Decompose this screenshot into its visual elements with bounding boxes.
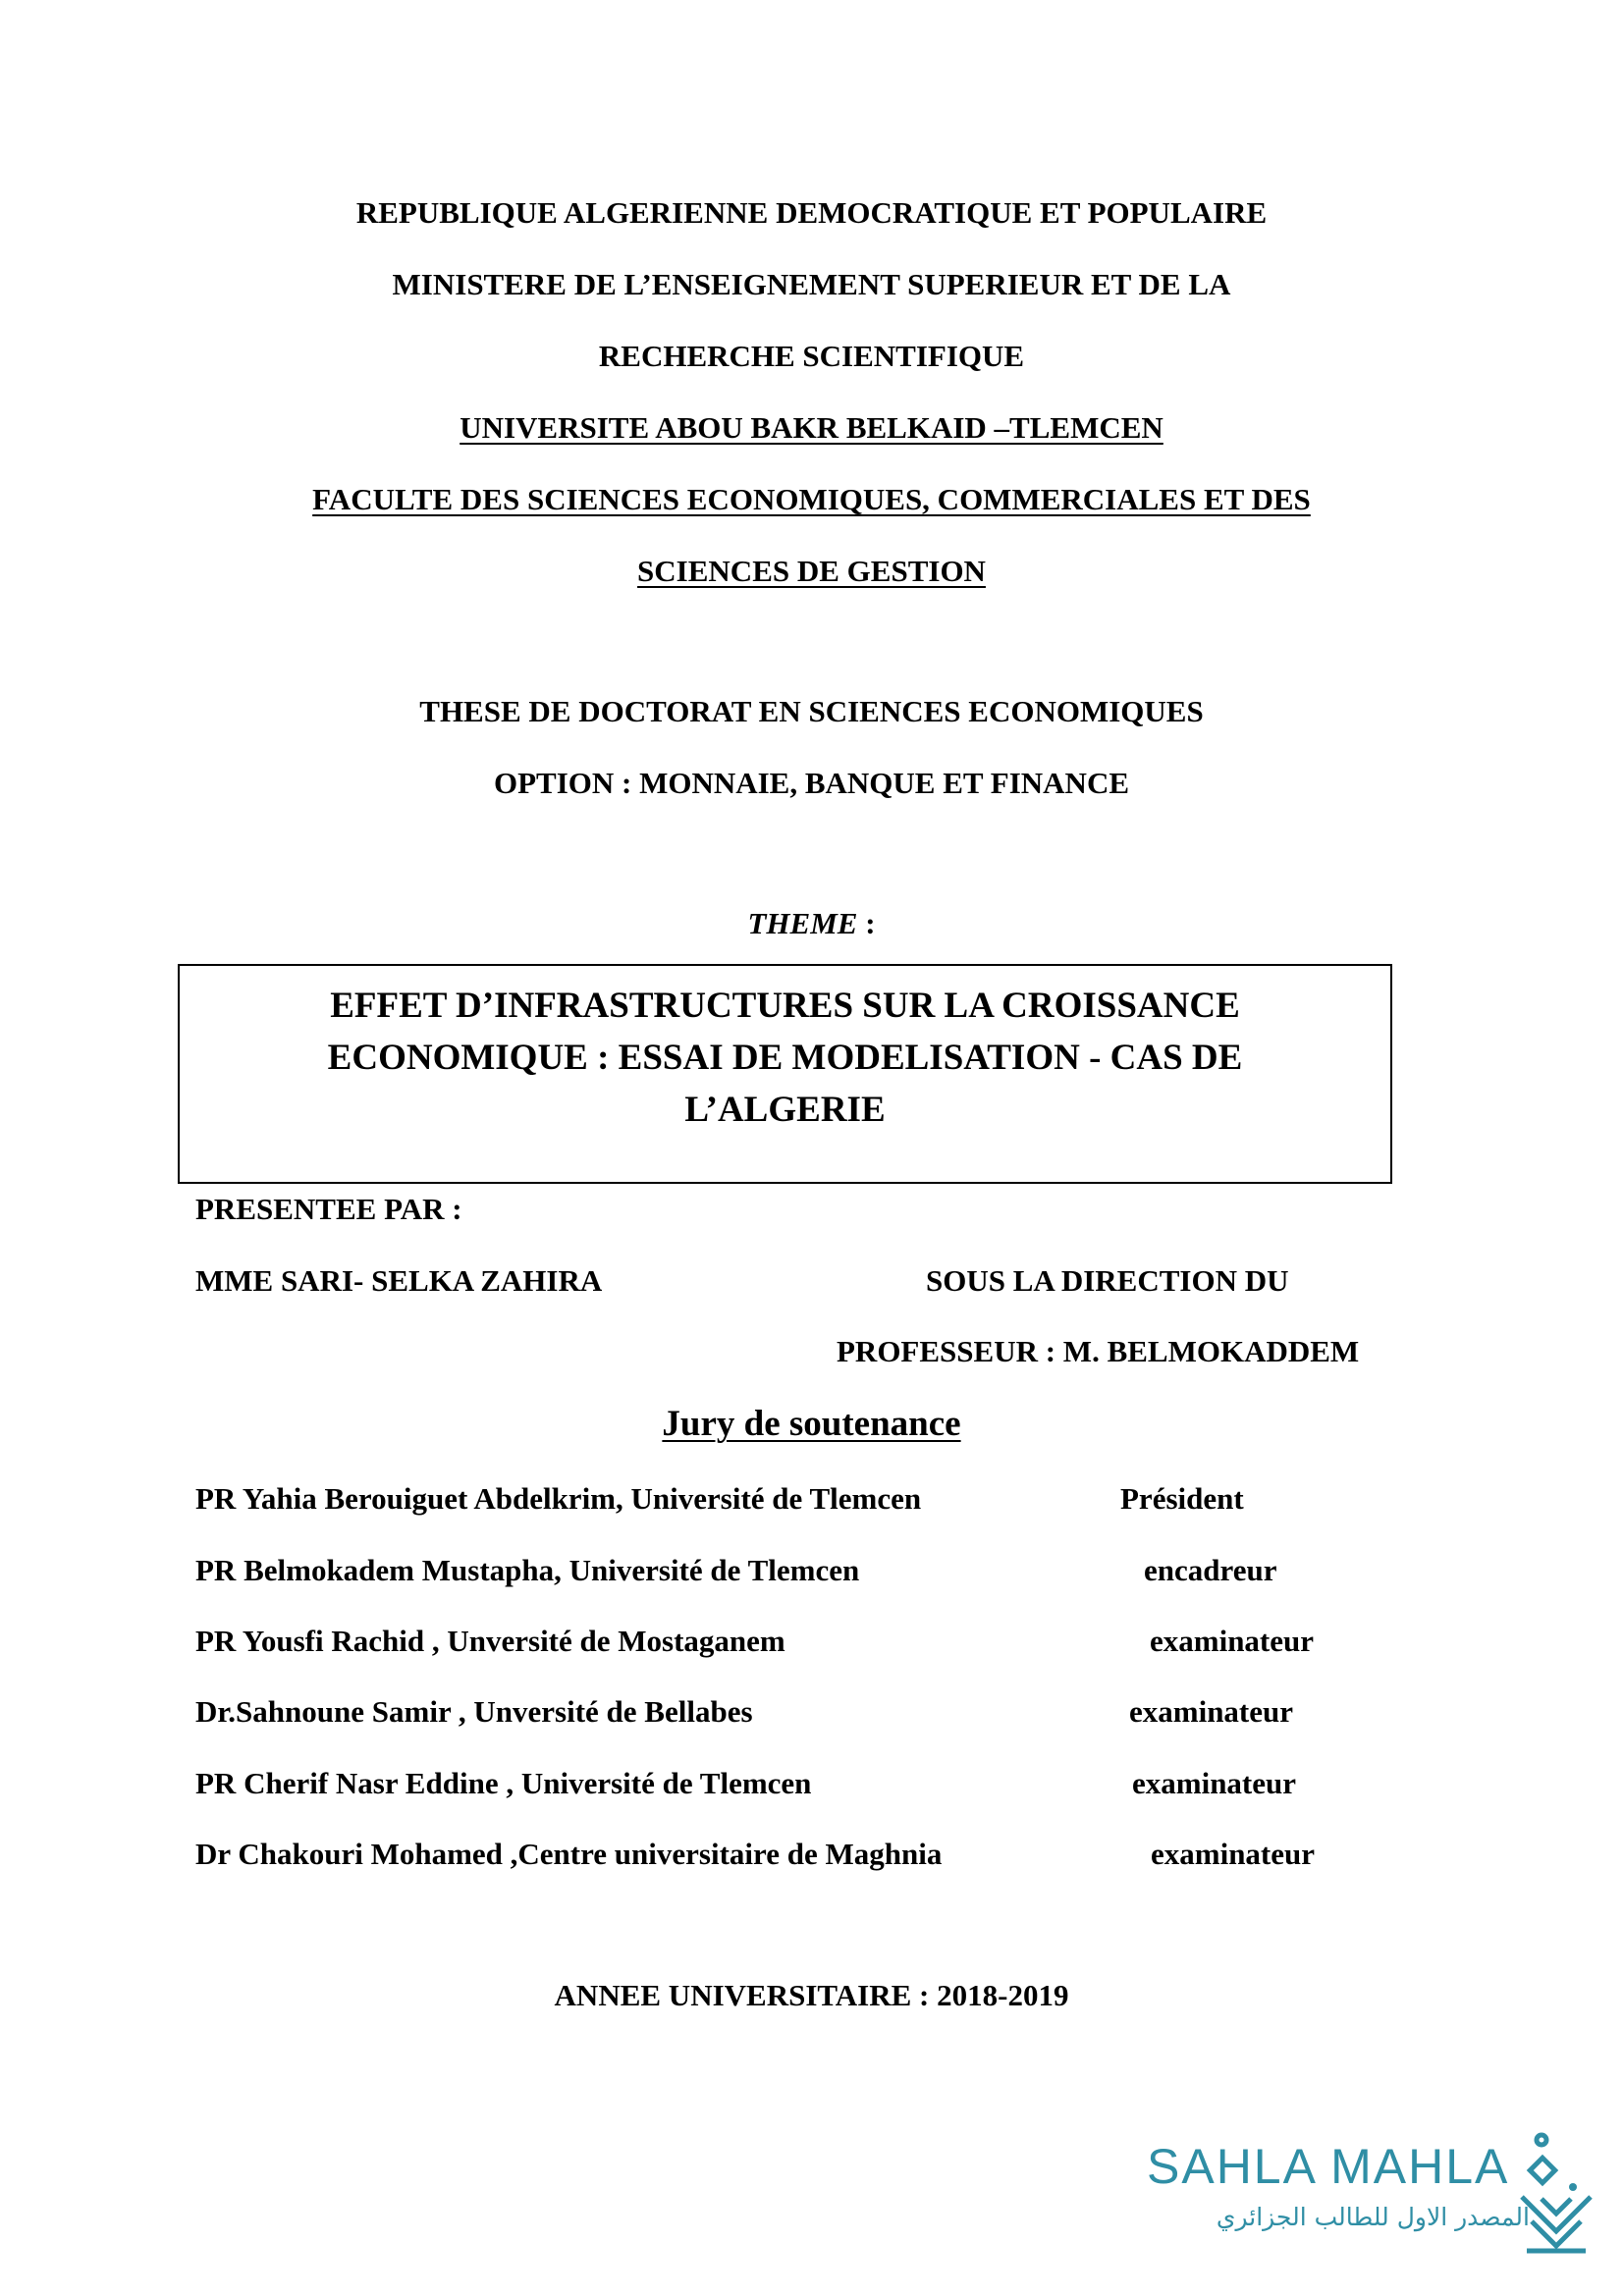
jury-member-name: PR Yousfi Rachid , Unversité de Mostaganem [195, 1624, 785, 1658]
theme-title-line-2: ECONOMIQUE : ESSAI DE MODELISATION - CAS DE [327, 1038, 1243, 1078]
jury-member-role: examinateur [1129, 1694, 1294, 1729]
jury-member-name: PR Belmokadem Mustapha, Université de Tlemcen [195, 1553, 860, 1587]
jury-member-role: examinateur [1132, 1766, 1297, 1800]
theme-title [180, 980, 1390, 1136]
theme-label-line [0, 904, 1623, 943]
logo-emblem-icon [1512, 2128, 1600, 2266]
jury-member-role: encadreur [1144, 1553, 1277, 1587]
theme-title-line-3: L’ALGERIE [684, 1090, 886, 1130]
header-university: UNIVERSITE ABOU BAKR BELKAID –TLEMCEN [460, 410, 1163, 445]
jury-member-name: Dr Chakouri Mohamed ,Centre universitaire de Maghnia [195, 1837, 943, 1871]
jury-member-name: PR Cherif Nasr Eddine , Université de Tlemcen [195, 1766, 812, 1800]
header-republic: REPUBLIQUE ALGERIENNE DEMOCRATIQUE ET POPULAIRE [355, 195, 1268, 230]
theme-label: THEME [747, 906, 858, 940]
author-name: MME SARI- SELKA ZAHIRA [195, 1263, 603, 1298]
jury-title: Jury de soutenance [662, 1404, 961, 1444]
theme-title-line-1: EFFET D’INFRASTRUCTURES SUR LA CROISSANCE [330, 986, 1240, 1026]
jury-member-name: PR Yahia Berouiguet Abdelkrim, Université de Tlemcen [195, 1481, 922, 1516]
direction-label: SOUS LA DIRECTION DU [926, 1263, 1289, 1298]
theme-title-box [178, 964, 1392, 1184]
jury-member-role: examinateur [1151, 1837, 1316, 1871]
header-ministry: MINISTERE DE L’ENSEIGNEMENT SUPERIEUR ET DE LA [392, 267, 1231, 301]
supervisor-name: PROFESSEUR : M. BELMOKADDEM [837, 1334, 1360, 1368]
jury-member-role: examinateur [1150, 1624, 1315, 1658]
thesis-type: THESE DE DOCTORAT EN SCIENCES ECONOMIQUES [419, 694, 1204, 728]
logo-name: SAHLA MAHLA [1147, 2139, 1510, 2194]
logo-tagline: المصدر الاول للطالب الجزائري [1216, 2203, 1530, 2231]
jury-member-role: Président [1120, 1481, 1244, 1516]
sahla-mahla-logo [1139, 2128, 1600, 2266]
header-ministry-cont: RECHERCHE SCIENTIFIQUE [598, 339, 1025, 373]
thesis-option: OPTION : MONNAIE, BANQUE ET FINANCE [493, 766, 1130, 800]
header-faculty-cont: SCIENCES DE GESTION [637, 554, 986, 588]
header-faculty: FACULTE DES SCIENCES ECONOMIQUES, COMMERCIALES ET DES [312, 482, 1311, 516]
jury-member-name: Dr.Sahnoune Samir , Unversité de Bellabes [195, 1694, 753, 1729]
presented-by-label: PRESENTEE PAR : [195, 1192, 462, 1226]
academic-year: ANNEE UNIVERSITAIRE : 2018-2019 [554, 1978, 1069, 2012]
theme-colon: : [857, 906, 876, 940]
